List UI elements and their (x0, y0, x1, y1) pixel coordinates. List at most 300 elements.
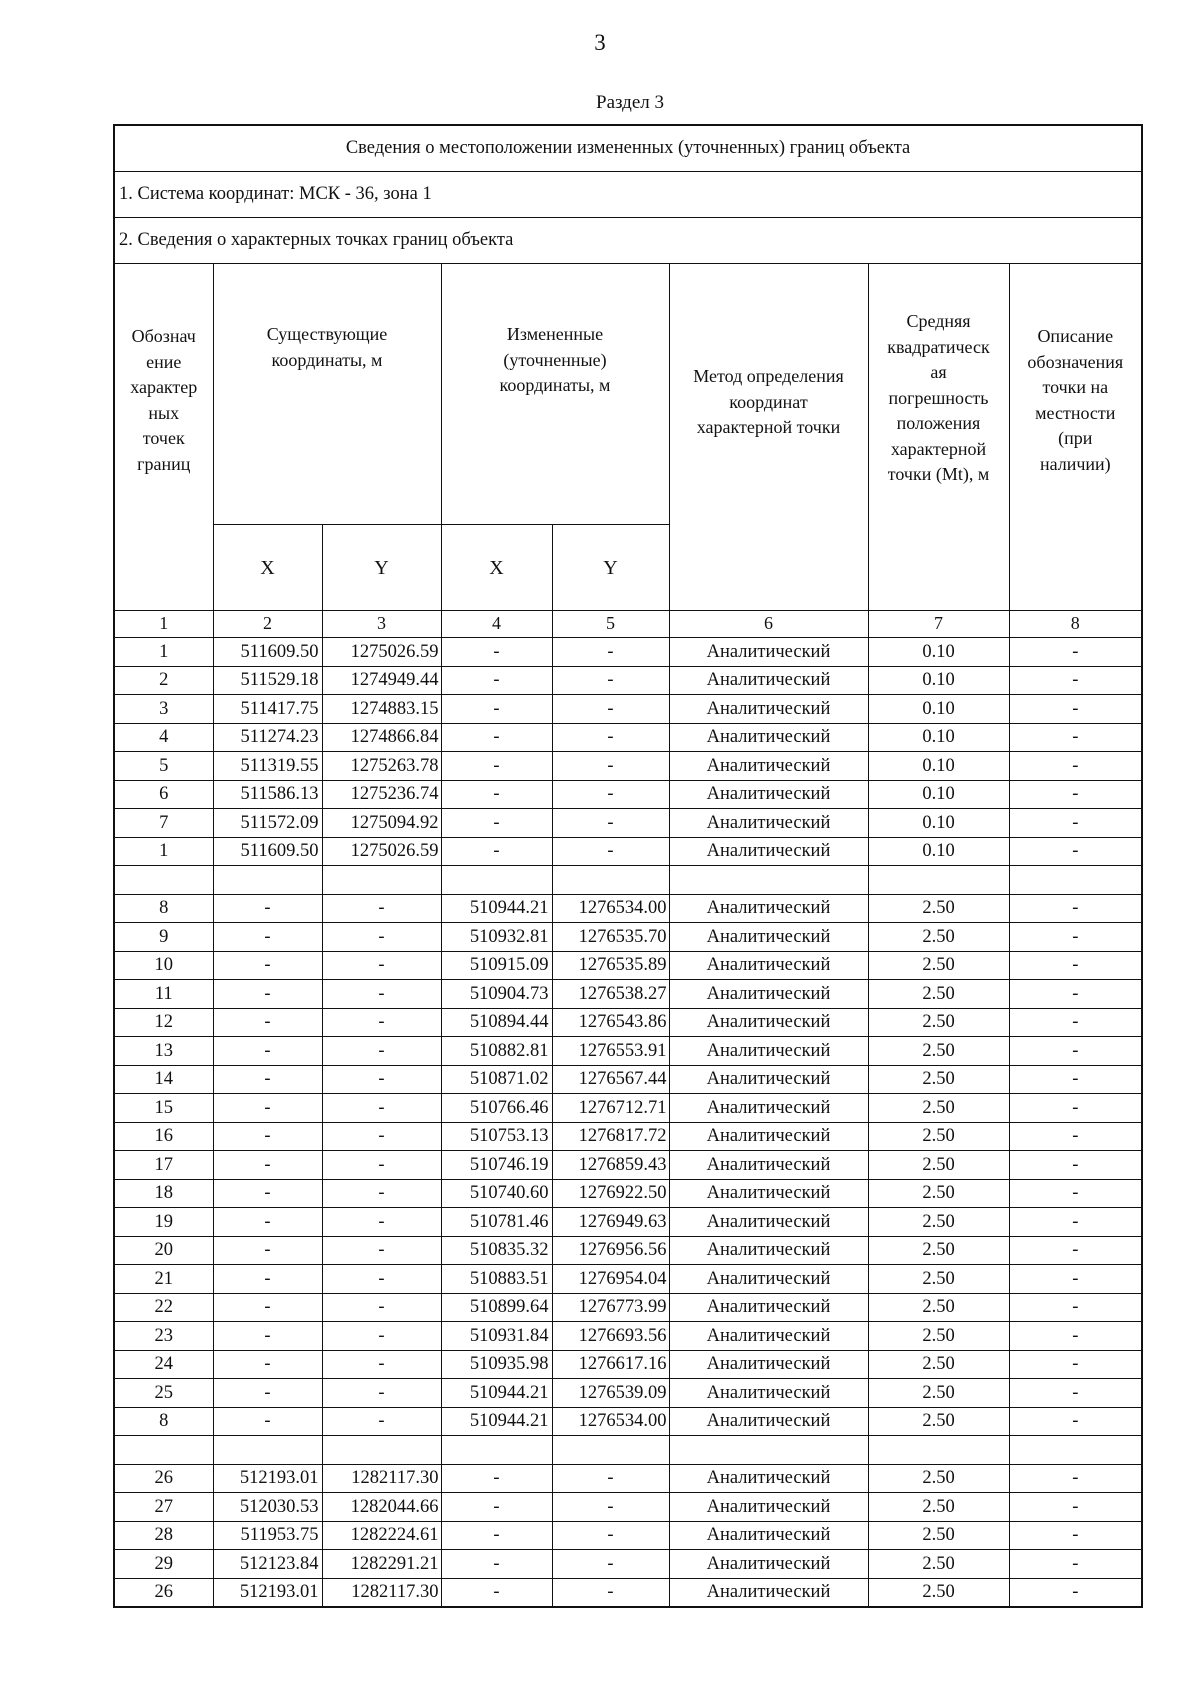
cell-point-number: 26 (114, 1464, 213, 1493)
empty-cell (213, 1436, 322, 1465)
empty-cell (441, 866, 552, 895)
cell-existing-x: 511609.50 (213, 837, 322, 866)
cell-accuracy: 2.50 (868, 1265, 1009, 1294)
table-row (114, 1094, 1142, 1123)
cell-changed-x: 510944.21 (441, 894, 552, 923)
cell-description: - (1009, 1236, 1142, 1265)
header-method: Метод определения координат характерной точки (669, 264, 868, 611)
cell-existing-y: - (322, 1265, 441, 1294)
cell-changed-y: - (552, 695, 669, 724)
cell-point-number: 8 (114, 894, 213, 923)
cell-changed-x: - (441, 695, 552, 724)
cell-existing-y: - (322, 980, 441, 1009)
cell-accuracy: 2.50 (868, 1179, 1009, 1208)
column-number: 1 (114, 611, 213, 638)
cell-existing-x: 511572.09 (213, 809, 322, 838)
cell-point-number: 12 (114, 1008, 213, 1037)
cell-point-number: 22 (114, 1293, 213, 1322)
cell-accuracy: 0.10 (868, 638, 1009, 667)
cell-method: Аналитический (669, 1037, 868, 1066)
cell-existing-y: - (322, 1236, 441, 1265)
table-row (114, 837, 1142, 866)
cell-existing-y: - (322, 1350, 441, 1379)
cell-accuracy: 2.50 (868, 1037, 1009, 1066)
cell-method: Аналитический (669, 1065, 868, 1094)
cell-existing-y: - (322, 1122, 441, 1151)
cell-method: Аналитический (669, 1550, 868, 1579)
cell-existing-x: 511319.55 (213, 752, 322, 781)
table-title: Сведения о местоположении измененных (уточненных) границ объекта (114, 125, 1142, 172)
cell-changed-x: 510899.64 (441, 1293, 552, 1322)
cell-point-number: 3 (114, 695, 213, 724)
empty-cell (868, 1436, 1009, 1465)
cell-changed-y: 1276859.43 (552, 1151, 669, 1180)
table-row (114, 894, 1142, 923)
cell-changed-x: - (441, 1521, 552, 1550)
cell-existing-y: - (322, 894, 441, 923)
cell-existing-y: - (322, 1407, 441, 1436)
cell-description: - (1009, 666, 1142, 695)
empty-cell (114, 1436, 213, 1465)
cell-method: Аналитический (669, 1464, 868, 1493)
cell-method: Аналитический (669, 1407, 868, 1436)
cell-existing-x: - (213, 1379, 322, 1408)
cell-changed-x: - (441, 752, 552, 781)
group-separator-row (114, 1436, 1142, 1465)
cell-existing-x: 511417.75 (213, 695, 322, 724)
cell-point-number: 23 (114, 1322, 213, 1351)
cell-changed-y: 1276538.27 (552, 980, 669, 1009)
cell-accuracy: 2.50 (868, 894, 1009, 923)
cell-existing-x: 511609.50 (213, 638, 322, 667)
table-row (114, 752, 1142, 781)
cell-changed-y: 1276693.56 (552, 1322, 669, 1351)
cell-changed-y: - (552, 780, 669, 809)
cell-changed-y: 1276617.16 (552, 1350, 669, 1379)
cell-description: - (1009, 894, 1142, 923)
cell-changed-x: 510883.51 (441, 1265, 552, 1294)
cell-point-number: 29 (114, 1550, 213, 1579)
cell-method: Аналитический (669, 1122, 868, 1151)
table-row (114, 1293, 1142, 1322)
table-row (114, 1122, 1142, 1151)
cell-accuracy: 2.50 (868, 1008, 1009, 1037)
cell-changed-y: 1276535.70 (552, 923, 669, 952)
cell-changed-x: 510766.46 (441, 1094, 552, 1123)
boundary-points-table (113, 124, 1143, 1608)
cell-changed-x: 510835.32 (441, 1236, 552, 1265)
cell-changed-x: - (441, 780, 552, 809)
cell-description: - (1009, 723, 1142, 752)
table-row (114, 1037, 1142, 1066)
cell-accuracy: 2.50 (868, 1236, 1009, 1265)
cell-point-number: 24 (114, 1350, 213, 1379)
cell-point-number: 10 (114, 951, 213, 980)
cell-point-number: 1 (114, 837, 213, 866)
cell-existing-x: - (213, 1065, 322, 1094)
cell-existing-x: - (213, 1322, 322, 1351)
cell-method: Аналитический (669, 1236, 868, 1265)
cell-existing-x: 511529.18 (213, 666, 322, 695)
cell-changed-x: 510932.81 (441, 923, 552, 952)
cell-method: Аналитический (669, 894, 868, 923)
cell-changed-y: 1276922.50 (552, 1179, 669, 1208)
cell-existing-y: 1274883.15 (322, 695, 441, 724)
table-row (114, 638, 1142, 667)
cell-method: Аналитический (669, 1322, 868, 1351)
cell-changed-y: 1276543.86 (552, 1008, 669, 1037)
cell-existing-y: - (322, 1037, 441, 1066)
cell-method: Аналитический (669, 1578, 868, 1607)
cell-description: - (1009, 1578, 1142, 1607)
cell-method: Аналитический (669, 1179, 868, 1208)
cell-method: Аналитический (669, 1293, 868, 1322)
cell-description: - (1009, 1379, 1142, 1408)
cell-accuracy: 2.50 (868, 1065, 1009, 1094)
cell-point-number: 26 (114, 1578, 213, 1607)
header-accuracy: Средняя квадратическ ая погрешность положения характерной точки (Mt), м (868, 264, 1009, 611)
cell-accuracy: 2.50 (868, 1293, 1009, 1322)
cell-accuracy: 2.50 (868, 923, 1009, 952)
cell-existing-y: - (322, 1293, 441, 1322)
cell-description: - (1009, 1265, 1142, 1294)
cell-point-number: 9 (114, 923, 213, 952)
header-existing-y: Y (322, 525, 441, 611)
page-number: 3 (594, 30, 606, 55)
cell-description: - (1009, 1407, 1142, 1436)
cell-point-number: 13 (114, 1037, 213, 1066)
table-row (114, 780, 1142, 809)
cell-existing-y: 1275236.74 (322, 780, 441, 809)
cell-changed-x: 510894.44 (441, 1008, 552, 1037)
cell-point-number: 17 (114, 1151, 213, 1180)
cell-description: - (1009, 1008, 1142, 1037)
cell-changed-x: 510944.21 (441, 1407, 552, 1436)
cell-point-number: 27 (114, 1493, 213, 1522)
cell-description: - (1009, 1322, 1142, 1351)
table-row (114, 1407, 1142, 1436)
cell-existing-x: - (213, 1008, 322, 1037)
cell-existing-x: 511274.23 (213, 723, 322, 752)
empty-cell (322, 866, 441, 895)
column-numbers-row (114, 611, 1142, 638)
cell-method: Аналитический (669, 1350, 868, 1379)
cell-changed-y: - (552, 809, 669, 838)
header-changed-y: Y (552, 525, 669, 611)
cell-point-number: 2 (114, 666, 213, 695)
cell-description: - (1009, 809, 1142, 838)
table-row (114, 1008, 1142, 1037)
cell-changed-x: 510944.21 (441, 1379, 552, 1408)
cell-existing-y: 1275263.78 (322, 752, 441, 781)
cell-changed-y: - (552, 1578, 669, 1607)
cell-existing-y: 1275026.59 (322, 638, 441, 667)
cell-description: - (1009, 837, 1142, 866)
cell-accuracy: 2.50 (868, 1407, 1009, 1436)
cell-description: - (1009, 1065, 1142, 1094)
cell-method: Аналитический (669, 638, 868, 667)
column-number: 4 (441, 611, 552, 638)
cell-method: Аналитический (669, 923, 868, 952)
cell-method: Аналитический (669, 951, 868, 980)
cell-changed-y: 1276539.09 (552, 1379, 669, 1408)
cell-existing-x: - (213, 1037, 322, 1066)
cell-point-number: 11 (114, 980, 213, 1009)
cell-accuracy: 2.50 (868, 1379, 1009, 1408)
cell-existing-x: 512193.01 (213, 1578, 322, 1607)
cell-accuracy: 2.50 (868, 1578, 1009, 1607)
cell-description: - (1009, 638, 1142, 667)
cell-accuracy: 2.50 (868, 1464, 1009, 1493)
cell-description: - (1009, 951, 1142, 980)
cell-existing-y: - (322, 1094, 441, 1123)
cell-changed-x: - (441, 837, 552, 866)
cell-method: Аналитический (669, 809, 868, 838)
cell-method: Аналитический (669, 780, 868, 809)
column-number: 2 (213, 611, 322, 638)
column-number: 8 (1009, 611, 1142, 638)
cell-changed-x: - (441, 809, 552, 838)
cell-changed-y: - (552, 638, 669, 667)
cell-changed-y: - (552, 837, 669, 866)
cell-method: Аналитический (669, 1151, 868, 1180)
table-row (114, 1464, 1142, 1493)
header-existing-coordinates: Существующие координаты, м (213, 264, 441, 525)
cell-existing-x: - (213, 1236, 322, 1265)
cell-changed-y: 1276534.00 (552, 894, 669, 923)
cell-accuracy: 0.10 (868, 837, 1009, 866)
cell-existing-x: 512193.01 (213, 1464, 322, 1493)
cell-point-number: 18 (114, 1179, 213, 1208)
table-row (114, 1550, 1142, 1579)
cell-method: Аналитический (669, 1521, 868, 1550)
cell-method: Аналитический (669, 723, 868, 752)
empty-cell (669, 1436, 868, 1465)
cell-changed-x: - (441, 638, 552, 667)
cell-method: Аналитический (669, 695, 868, 724)
cell-accuracy: 2.50 (868, 1521, 1009, 1550)
table-row (114, 1578, 1142, 1607)
cell-changed-x: - (441, 1464, 552, 1493)
cell-existing-y: - (322, 1208, 441, 1237)
empty-cell (213, 866, 322, 895)
cell-existing-x: - (213, 1094, 322, 1123)
table-row (114, 1379, 1142, 1408)
table-row (114, 1322, 1142, 1351)
empty-cell (1009, 1436, 1142, 1465)
cell-accuracy: 0.10 (868, 666, 1009, 695)
cell-existing-y: - (322, 1379, 441, 1408)
cell-changed-x: 510871.02 (441, 1065, 552, 1094)
header-changed-coordinates: Измененные (уточненные) координаты, м (441, 264, 669, 525)
cell-existing-x: - (213, 894, 322, 923)
cell-changed-y: 1276817.72 (552, 1122, 669, 1151)
column-number: 3 (322, 611, 441, 638)
table-row (114, 1208, 1142, 1237)
cell-changed-y: 1276535.89 (552, 951, 669, 980)
header-changed-x: X (441, 525, 552, 611)
header-designation: Обознач ение характер ных точек границ (114, 264, 213, 611)
cell-existing-x: - (213, 1122, 322, 1151)
table-row (114, 1236, 1142, 1265)
cell-point-number: 7 (114, 809, 213, 838)
cell-method: Аналитический (669, 752, 868, 781)
cell-changed-y: 1276956.56 (552, 1236, 669, 1265)
cell-method: Аналитический (669, 980, 868, 1009)
table-row (114, 1065, 1142, 1094)
cell-point-number: 28 (114, 1521, 213, 1550)
cell-changed-y: 1276712.71 (552, 1094, 669, 1123)
cell-accuracy: 2.50 (868, 1493, 1009, 1522)
cell-accuracy: 0.10 (868, 752, 1009, 781)
cell-existing-y: 1274949.44 (322, 666, 441, 695)
cell-description: - (1009, 1179, 1142, 1208)
cell-accuracy: 2.50 (868, 951, 1009, 980)
cell-description: - (1009, 1151, 1142, 1180)
cell-method: Аналитический (669, 1208, 868, 1237)
cell-existing-x: - (213, 1151, 322, 1180)
cell-method: Аналитический (669, 1379, 868, 1408)
cell-existing-x: - (213, 923, 322, 952)
cell-existing-y: - (322, 1151, 441, 1180)
cell-changed-y: 1276534.00 (552, 1407, 669, 1436)
cell-accuracy: 2.50 (868, 1350, 1009, 1379)
cell-existing-y: - (322, 1179, 441, 1208)
cell-description: - (1009, 1521, 1142, 1550)
cell-method: Аналитический (669, 837, 868, 866)
cell-description: - (1009, 923, 1142, 952)
cell-existing-y: 1275026.59 (322, 837, 441, 866)
cell-description: - (1009, 1122, 1142, 1151)
cell-description: - (1009, 1094, 1142, 1123)
cell-accuracy: 2.50 (868, 1122, 1009, 1151)
cell-existing-x: - (213, 1350, 322, 1379)
table-row (114, 1521, 1142, 1550)
cell-accuracy: 0.10 (868, 809, 1009, 838)
column-number: 6 (669, 611, 868, 638)
cell-changed-x: - (441, 1578, 552, 1607)
table-row (114, 1265, 1142, 1294)
cell-accuracy: 2.50 (868, 980, 1009, 1009)
cell-changed-x: 510746.19 (441, 1151, 552, 1180)
cell-existing-y: - (322, 1008, 441, 1037)
cell-accuracy: 2.50 (868, 1550, 1009, 1579)
cell-changed-x: 510935.98 (441, 1350, 552, 1379)
cell-description: - (1009, 1493, 1142, 1522)
cell-changed-x: 510740.60 (441, 1179, 552, 1208)
cell-description: - (1009, 1037, 1142, 1066)
cell-changed-y: 1276773.99 (552, 1293, 669, 1322)
cell-existing-y: - (322, 1322, 441, 1351)
cell-accuracy: 0.10 (868, 723, 1009, 752)
cell-existing-x: 512123.84 (213, 1550, 322, 1579)
empty-cell (868, 866, 1009, 895)
empty-cell (552, 866, 669, 895)
cell-existing-x: - (213, 951, 322, 980)
cell-description: - (1009, 752, 1142, 781)
cell-existing-y: 1282291.21 (322, 1550, 441, 1579)
cell-existing-x: - (213, 1407, 322, 1436)
cell-changed-y: 1276954.04 (552, 1265, 669, 1294)
cell-existing-y: 1282044.66 (322, 1493, 441, 1522)
cell-method: Аналитический (669, 1094, 868, 1123)
cell-description: - (1009, 1350, 1142, 1379)
cell-existing-y: 1282117.30 (322, 1578, 441, 1607)
cell-method: Аналитический (669, 1493, 868, 1522)
cell-existing-y: 1274866.84 (322, 723, 441, 752)
cell-existing-x: 511953.75 (213, 1521, 322, 1550)
cell-method: Аналитический (669, 1265, 868, 1294)
cell-point-number: 6 (114, 780, 213, 809)
empty-cell (114, 866, 213, 895)
cell-changed-x: 510915.09 (441, 951, 552, 980)
cell-changed-y: - (552, 1493, 669, 1522)
cell-changed-y: - (552, 723, 669, 752)
header-description: Описание обозначения точки на местности (при наличии) (1009, 264, 1142, 611)
table-row (114, 809, 1142, 838)
column-number: 7 (868, 611, 1009, 638)
cell-changed-y: - (552, 1550, 669, 1579)
cell-existing-y: 1275094.92 (322, 809, 441, 838)
table-row (114, 980, 1142, 1009)
cell-point-number: 8 (114, 1407, 213, 1436)
cell-method: Аналитический (669, 666, 868, 695)
cell-changed-y: 1276949.63 (552, 1208, 669, 1237)
cell-point-number: 15 (114, 1094, 213, 1123)
table-row (114, 1493, 1142, 1522)
cell-changed-x: 510753.13 (441, 1122, 552, 1151)
table-row (114, 723, 1142, 752)
cell-changed-x: 510882.81 (441, 1037, 552, 1066)
cell-description: - (1009, 980, 1142, 1009)
cell-accuracy: 2.50 (868, 1322, 1009, 1351)
cell-existing-y: 1282117.30 (322, 1464, 441, 1493)
cell-changed-y: - (552, 752, 669, 781)
empty-cell (669, 866, 868, 895)
header-existing-x: X (213, 525, 322, 611)
cell-accuracy: 2.50 (868, 1208, 1009, 1237)
cell-existing-x: - (213, 1179, 322, 1208)
empty-cell (1009, 866, 1142, 895)
cell-point-number: 4 (114, 723, 213, 752)
cell-existing-x: - (213, 1208, 322, 1237)
cell-changed-x: - (441, 666, 552, 695)
cell-existing-y: - (322, 951, 441, 980)
table-row (114, 1151, 1142, 1180)
cell-changed-x: 510904.73 (441, 980, 552, 1009)
table-row (114, 951, 1142, 980)
cell-point-number: 25 (114, 1379, 213, 1408)
table-row (114, 666, 1142, 695)
cell-description: - (1009, 1550, 1142, 1579)
cell-description: - (1009, 695, 1142, 724)
cell-accuracy: 2.50 (868, 1151, 1009, 1180)
group-separator-row (114, 866, 1142, 895)
cell-existing-y: 1282224.61 (322, 1521, 441, 1550)
cell-existing-x: - (213, 980, 322, 1009)
table-row (114, 923, 1142, 952)
cell-description: - (1009, 1208, 1142, 1237)
cell-description: - (1009, 780, 1142, 809)
cell-existing-x: 512030.53 (213, 1493, 322, 1522)
cell-changed-x: - (441, 1550, 552, 1579)
cell-existing-y: - (322, 1065, 441, 1094)
cell-changed-x: - (441, 723, 552, 752)
cell-point-number: 5 (114, 752, 213, 781)
cell-point-number: 1 (114, 638, 213, 667)
column-number: 5 (552, 611, 669, 638)
empty-cell (441, 1436, 552, 1465)
